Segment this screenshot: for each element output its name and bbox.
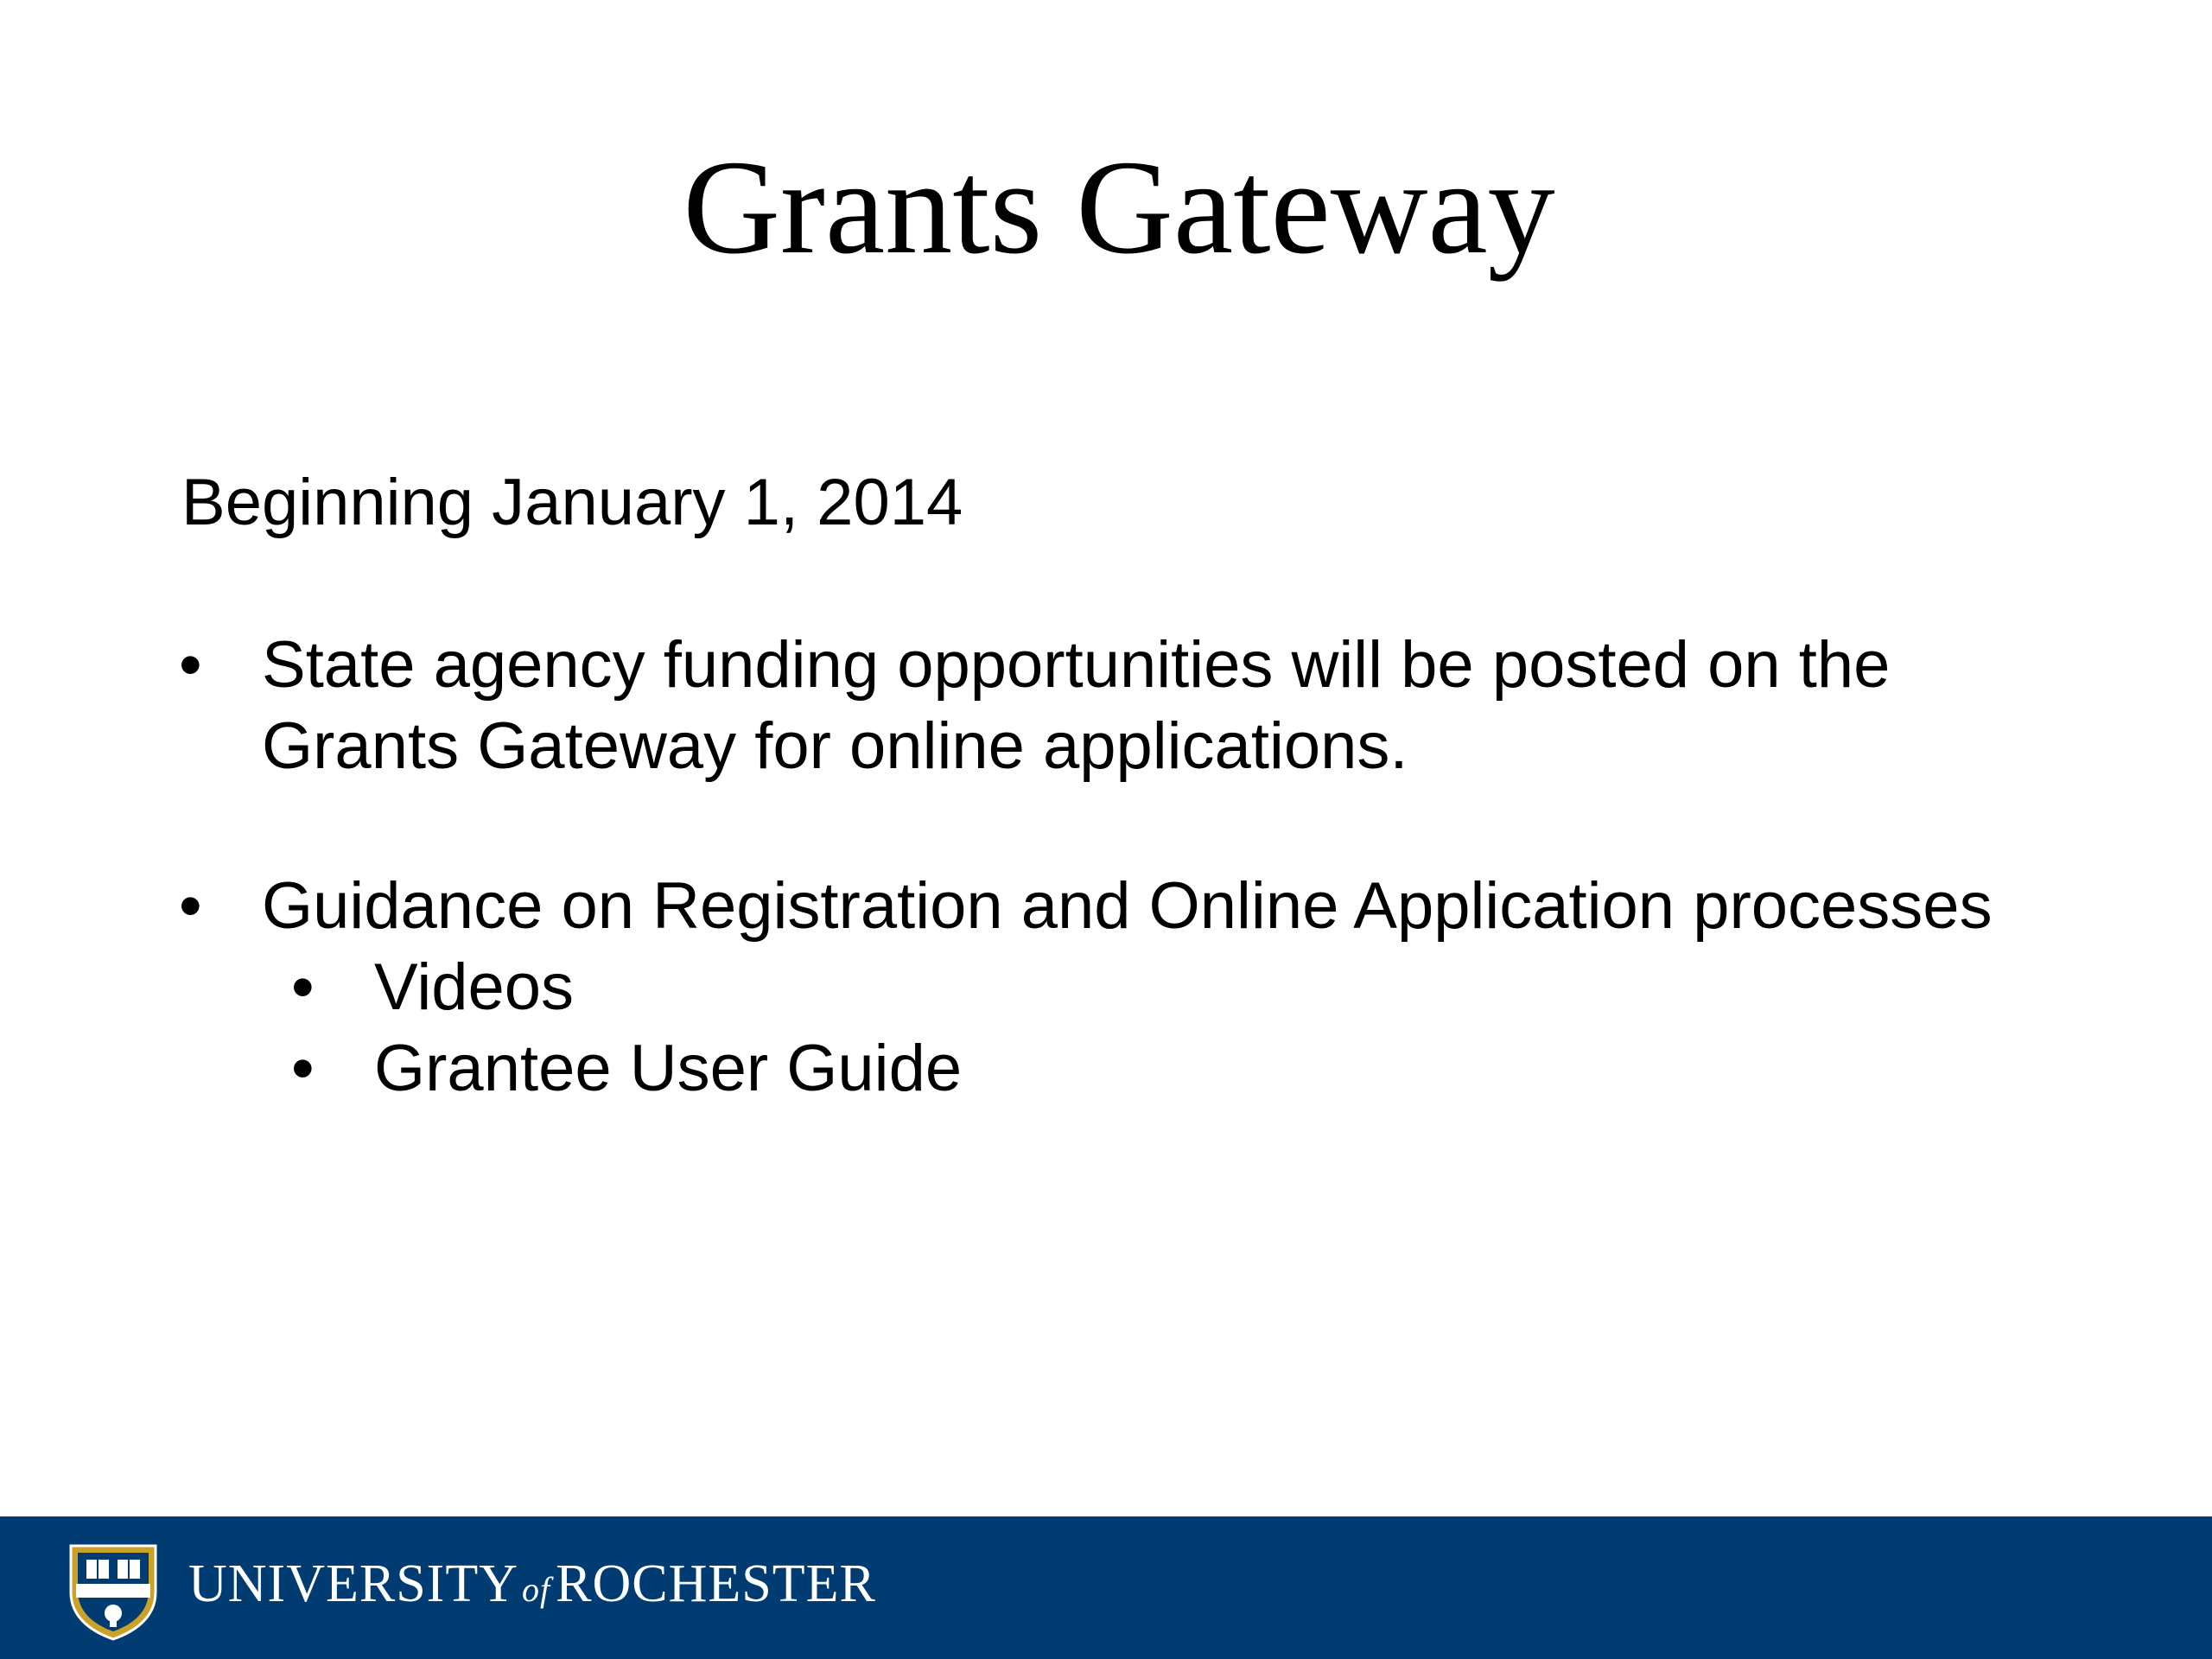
bullet-text: Guidance on Registration and Online Application processes	[262, 869, 1993, 943]
slide-title: Grants Gateway	[683, 132, 1555, 282]
sub-bullet-marker: •	[291, 1032, 315, 1105]
footer-bar	[0, 1516, 2212, 1659]
wordmark-of: of	[521, 1570, 551, 1609]
wordmark-university: UNIVERSITY	[188, 1554, 518, 1613]
sub-bullet-text: Grantee User Guide	[374, 1032, 963, 1105]
university-wordmark	[188, 1549, 876, 1624]
sub-bullet-videos	[291, 947, 1587, 1028]
sub-bullet-user-guide	[291, 1028, 1587, 1109]
bullet-text-line-1: State agency funding opportunities will be posted on the	[262, 628, 1891, 702]
sub-bullet-marker: •	[291, 950, 315, 1024]
university-seal-icon	[62, 1539, 164, 1641]
intro-text: Beginning January 1, 2014	[181, 466, 963, 539]
bullet-text-line-2: Grants Gateway for online applications.	[262, 709, 1408, 783]
sub-bullet-text: Videos	[374, 950, 575, 1024]
bullet-marker: •	[179, 628, 202, 702]
wordmark-rochester: ROCHESTER	[556, 1554, 876, 1613]
bullet-item-funding	[179, 625, 2080, 789]
bullet-marker: •	[179, 869, 202, 943]
bullet-item-guidance	[179, 866, 2166, 947]
